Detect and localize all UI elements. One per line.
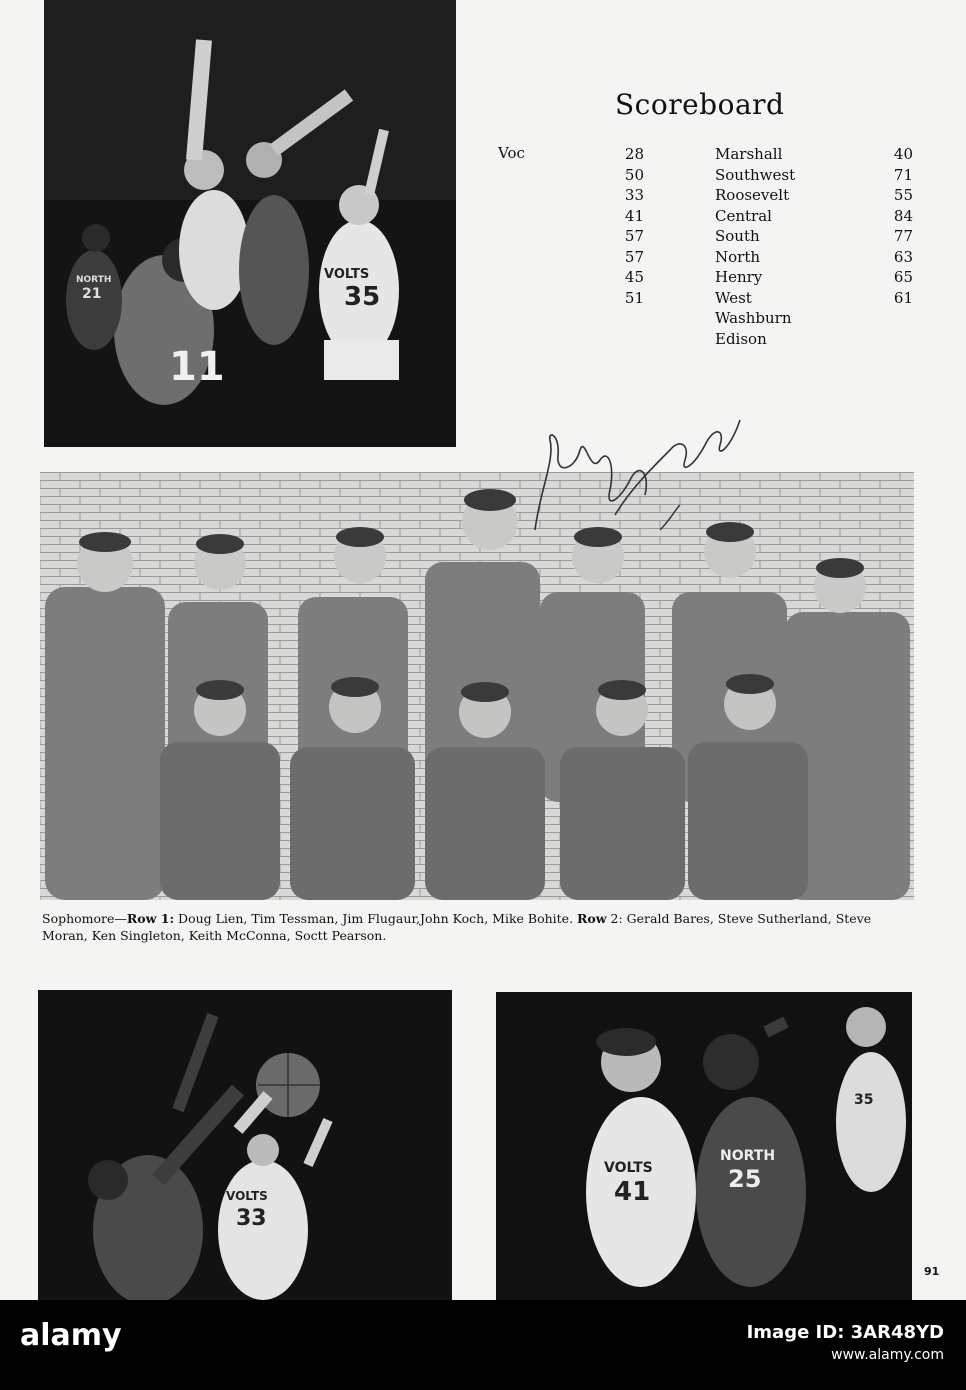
page-number: 91 [924, 1265, 940, 1278]
jersey-number-11: 11 [169, 344, 225, 390]
opponents-column [715, 144, 795, 349]
voc-score: 51 [624, 288, 644, 307]
voc-score: 28 [624, 145, 644, 163]
action-photo-bottom-right-image [496, 992, 912, 1300]
opponent-score: 55 [893, 186, 913, 204]
team-photo-caption [42, 910, 914, 944]
voc-scores-column [622, 144, 644, 308]
opponent-name: Marshall [715, 145, 783, 163]
opponent-score: 77 [893, 227, 913, 245]
opponent-score: 61 [893, 288, 913, 307]
jersey-text-north: NORTH [76, 275, 112, 285]
action-photo-bottom-right [496, 992, 912, 1300]
opponent-score: 71 [893, 165, 913, 184]
action-photo-top-image [44, 0, 456, 447]
action-photo-bottom-left [38, 990, 452, 1300]
stock-footer [0, 1300, 966, 1390]
jersey-number-41: 41 [614, 1177, 651, 1207]
opponent-name: Washburn [715, 309, 792, 327]
caption-row2-label: Row [577, 911, 607, 926]
opponent-score: 65 [893, 268, 913, 286]
jersey-number-35: 35 [854, 1092, 874, 1108]
team-photo-image [40, 472, 914, 900]
site-url: www.alamy.com [831, 1347, 944, 1363]
footer-image-info [747, 1322, 944, 1363]
image-id: Image ID: 3AR48YD [746, 1322, 944, 1343]
opponent-name: North [715, 247, 761, 266]
voc-score: 57 [624, 227, 644, 245]
voc-score: 57 [624, 247, 644, 266]
opponent-name: Central [715, 206, 772, 225]
opponent-name: Roosevelt [715, 186, 790, 204]
opponent-score: 84 [893, 206, 913, 225]
opponent-scores-column [891, 144, 913, 308]
scoreboard-team-name: Voc [498, 144, 525, 162]
caption-row1-label: Row 1: [126, 911, 175, 926]
opponent-name: Southwest [715, 165, 796, 184]
jersey-text-volts: VOLTS [324, 267, 370, 282]
jersey-number-21: 21 [82, 286, 102, 302]
scoreboard-title: Scoreboard [615, 88, 785, 121]
voc-score: 33 [624, 186, 644, 204]
jersey-number-35: 35 [344, 282, 381, 312]
opponent-score: 40 [893, 145, 913, 163]
action-photo-bottom-left-image [38, 990, 452, 1300]
opponent-score: 63 [893, 247, 913, 266]
jersey-number-25: 25 [728, 1165, 762, 1193]
caption-row2-names: 2: Gerald Bares, Steve Sutherland, Steve Moran, Ken Singleton, Keith McConna, Soctt Pearson. [42, 911, 872, 943]
jersey-text-volts: VOLTS [226, 1189, 268, 1203]
opponent-name: Edison [715, 329, 767, 348]
action-photo-top [44, 0, 456, 447]
opponent-name: Henry [715, 268, 763, 286]
voc-score: 45 [624, 268, 644, 286]
voc-score: 41 [624, 206, 644, 225]
opponent-name: West [715, 288, 752, 307]
jersey-text-north: NORTH [720, 1148, 776, 1164]
opponent-name: South [715, 227, 760, 245]
alamy-logo: alamy [20, 1318, 122, 1353]
jersey-text-volts: VOLTS [604, 1160, 653, 1176]
team-photo [40, 472, 914, 900]
voc-score: 50 [624, 165, 644, 184]
caption-class-label: Sophomore— [42, 911, 127, 926]
jersey-number-33: 33 [236, 1206, 267, 1231]
caption-row1-names: Doug Lien, Tim Tessman, Jim Flugaur,John Koch, Mike Bohite. [174, 911, 578, 926]
